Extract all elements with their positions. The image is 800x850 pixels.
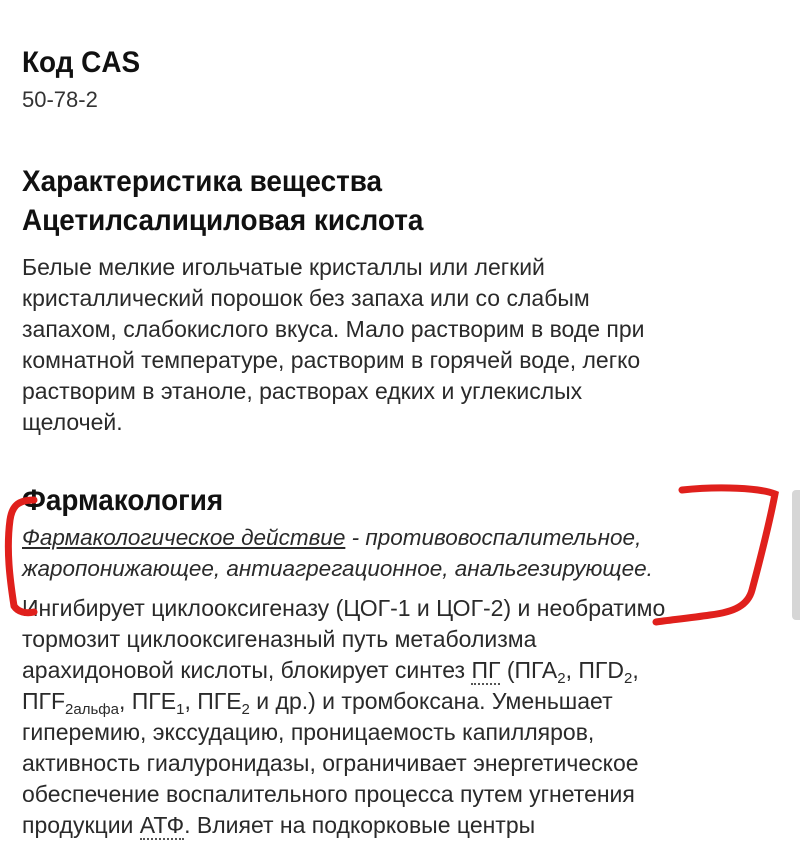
body-line: гиперемию, экссудацию, проницаемость капилляров, <box>22 719 595 745</box>
body-line: Ингибирует циклооксигеназу (ЦОГ-1 и ЦОГ-2) и необратимо <box>22 595 666 621</box>
description-line: запахом, слабокислого вкуса. Мало растворим в воде при <box>22 316 645 342</box>
pharmacological-action-link[interactable]: Фармакологическое действие <box>22 525 346 550</box>
pharmacological-action <box>22 522 653 584</box>
cas-heading: Код CAS <box>22 46 141 79</box>
atp-link[interactable]: АТФ <box>139 812 185 838</box>
description-line: растворим в этаноле, растворах едких и углекислых <box>22 378 583 404</box>
body-line: активность гиалуронидазы, ограничивает энергетическое <box>22 750 639 776</box>
body-line: $ПГF_{2альфа}$, $ПГЕ_1$, $ПГЕ_2$ и др.) и тромбоксана. Уменьшает <box>22 688 613 718</box>
pg-link[interactable]: ПГ <box>471 657 501 683</box>
substance-description <box>22 252 645 438</box>
right-bracket-mark <box>656 488 775 622</box>
pharmacology-body <box>22 593 665 841</box>
description-line: щелочей. <box>22 409 123 435</box>
action-line: жаропонижающее, антиагрегационное, анальгезирующее. <box>22 556 653 581</box>
body-line: тормозит циклооксигеназный путь метаболизма <box>22 626 537 652</box>
body-line: обеспечение воспалительного процесса путем угнетения <box>22 781 635 807</box>
description-line: комнатной температуре, растворим в горячей воде, легко <box>22 347 641 373</box>
body-line: арахидоновой кислоты, блокирует синтез ПГ ($ПГА_2$, $ПГD_2$, <box>22 657 639 687</box>
description-line: кристаллический порошок без запаха или со слабым <box>22 285 590 311</box>
substance-heading: Характеристика вещества <box>22 165 383 198</box>
action-text: - противовоспалительное, <box>345 525 642 550</box>
description-line: Белые мелкие игольчатые кристаллы или легкий <box>22 254 545 280</box>
action-line <box>22 522 653 553</box>
substance-name: Ацетилсалициловая кислота <box>22 204 424 237</box>
body-line: продукции АТФ. Влияет на подкорковые центры <box>22 812 536 838</box>
cas-value: 50-78-2 <box>22 87 98 112</box>
pharmacology-heading: Фармакология <box>22 484 224 517</box>
scrollbar[interactable] <box>792 490 800 620</box>
